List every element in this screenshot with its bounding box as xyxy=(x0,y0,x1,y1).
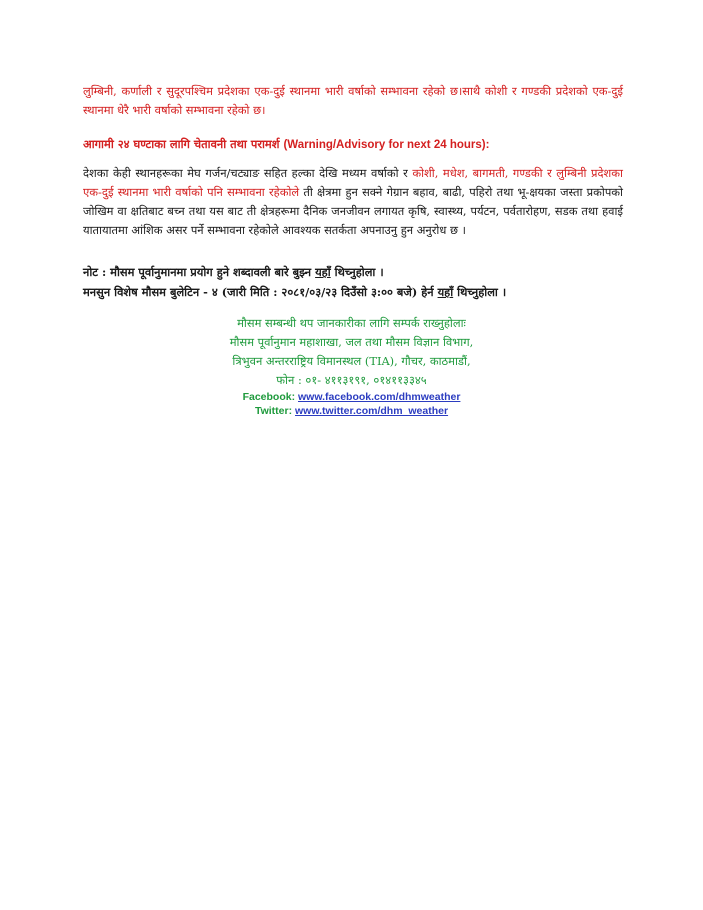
twitter-line xyxy=(150,404,553,418)
contact-line-4: फोन : ०१- ४११३१९१, ०१४११३३४५ xyxy=(276,373,427,387)
contact-line-3: त्रिभुवन अन्तरराष्ट्रिय विमानस्थल (TIA), गौचर, काठमाडौं, xyxy=(232,354,471,368)
intro-text: लुम्बिनी, कर्णाली र सुदूरपश्चिम प्रदेशका एक-दुई स्थानमा भारी वर्षाको सम्भावना रहेको छ।साथै कोशी र गण्डकी प्रदेशको एक-दुई स्थानमा धेरै भारी वर्षाको सम्भावना रहेको छ। xyxy=(83,84,623,117)
advisory-paragraph xyxy=(83,164,623,240)
note-suffix: थिच्नुहोला । xyxy=(330,265,384,279)
advisory-heading-en: (Warning/Advisory for next 24 hours): xyxy=(283,139,490,151)
contact-line-2: मौसम पूर्वानुमान महाशाखा, जल तथा मौसम विज्ञान विभाग, xyxy=(229,335,474,349)
contact-line-1: मौसम सम्बन्धी थप जानकारीका लागि सम्पर्क राख्नुहोलाः xyxy=(237,316,466,330)
bulletin-prefix: मनसुन विशेष मौसम बुलेटिन - ४ (जारी मिति : २०८१/०३/२३ दिउँसो ३:०० बजे) हेर्न xyxy=(83,285,438,299)
bulletin-suffix: थिच्नुहोला । xyxy=(453,285,507,299)
twitter-label: Twitter: xyxy=(254,405,295,417)
facebook-label: Facebook: xyxy=(242,391,299,403)
bulletin-link[interactable]: यहाँ xyxy=(437,285,454,299)
facebook-link[interactable]: www.facebook.com/dhmweather xyxy=(298,391,461,403)
note-line xyxy=(83,263,623,282)
note-link[interactable]: यहाँ xyxy=(315,265,331,279)
advisory-heading-np: आगामी २४ घण्टाका लागि चेतावनी तथा परामर्श xyxy=(83,137,284,151)
contact-block xyxy=(150,314,553,418)
bulletin-line xyxy=(83,283,623,302)
facebook-line xyxy=(150,390,553,404)
advisory-body-part1: देशका केही स्थानहरूका मेघ गर्जन/चट्याङ सहित हल्का देखि मध्यम वर्षाको र xyxy=(83,166,413,180)
advisory-body-highlight: कोशी, मधेश, बागमती, गण्डकी र लुम्बिनी प्रदेशका एक-दुई स्थानमा भारी वर्षाको पनि सम्भावना रहेकोले xyxy=(83,166,623,199)
advisory-heading xyxy=(83,135,623,155)
advisory-body-part3: ती क्षेत्रमा हुन सक्ने गेग्रान बहाव, बाढी, पहिरो तथा भू-क्षयका जस्ता प्रकोपको जोखिम वा क्षतिबाट बच्न तथा यस बाट ती क्षेत्रहरूमा दैनिक जनजीवन लगायत कृषि, स्वास्थ्य, पर्यटन, पर्वतारोहण, सडक तथा हवाई यातायातमा आंशिक असर पर्ने सम्भावना रहेकोले आवश्यक सतर्कता अपनाउनु हुन अनुरोध छ । xyxy=(83,185,623,237)
twitter-link[interactable]: www.twitter.com/dhm_weather xyxy=(295,405,449,417)
intro-paragraph xyxy=(83,82,623,120)
note-prefix: नोट : मौसम पूर्वानुमानमा प्रयोग हुने शब्दावली बारे बुझ्न xyxy=(83,265,316,279)
